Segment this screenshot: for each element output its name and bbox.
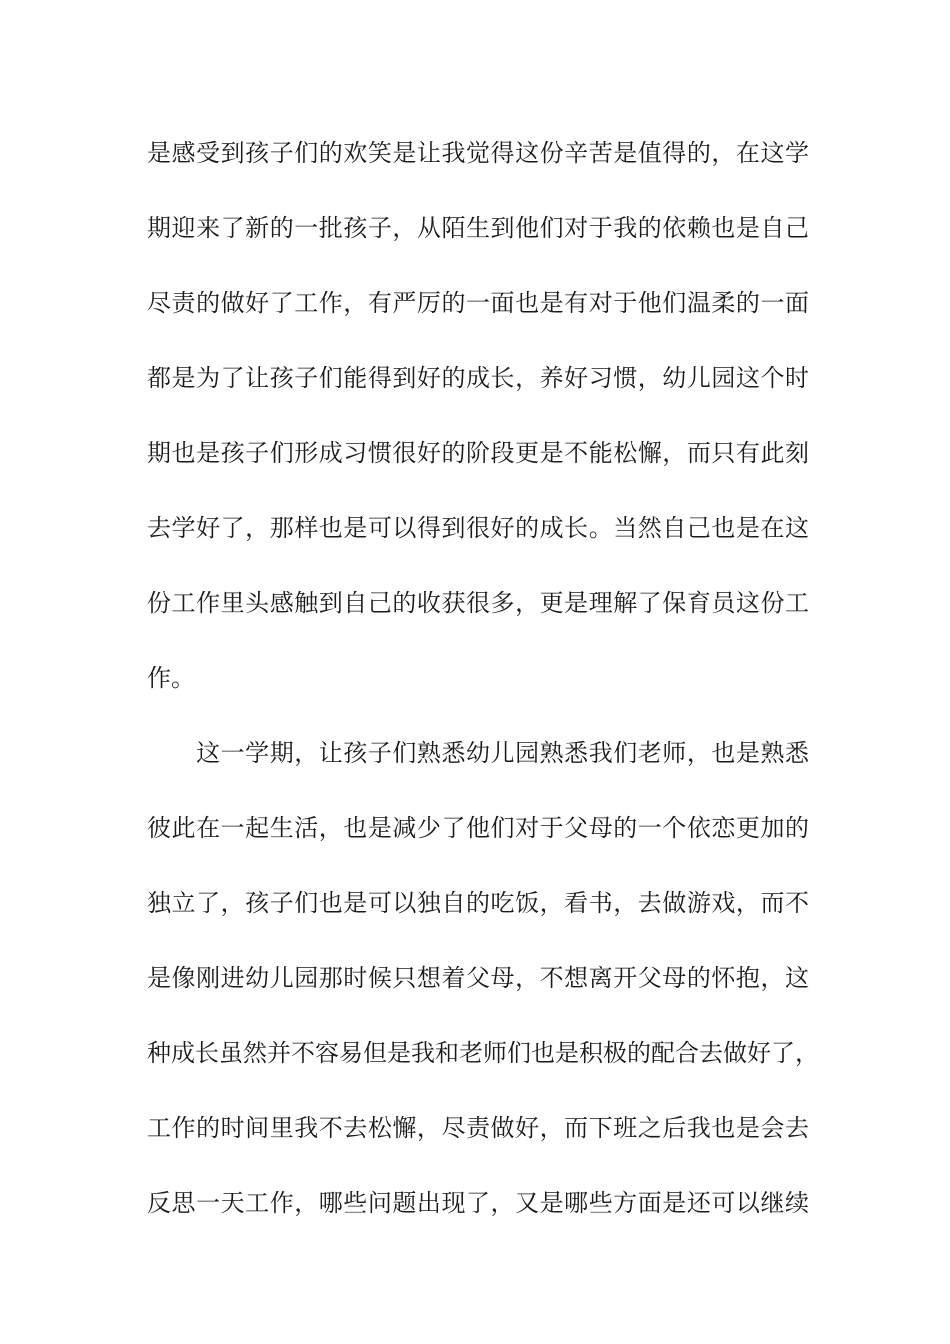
text-line: 独立了，孩子们也是可以独自的吃饭，看书，去做游戏，而不 <box>147 889 809 917</box>
text-line: 是像刚进幼儿园那时候只想着父母，不想离开父母的怀抱，这 <box>147 964 809 992</box>
text-line: 彼此在一起生活，也是减少了他们对于父母的一个依恋更加的 <box>147 814 809 842</box>
text-line: 份工作里头感触到自己的收获很多，更是理解了保育员这份工 <box>147 589 809 617</box>
text-line: 去学好了，那样也是可以得到很好的成长。当然自己也是在这 <box>147 514 809 542</box>
paragraph-2 <box>147 728 819 1253</box>
paragraph-1 <box>147 128 809 728</box>
text-line: 期迎来了新的一批孩子，从陌生到他们对于我的依赖也是自己 <box>147 214 809 242</box>
text-line: 工作的时间里我不去松懈，尽责做好，而下班之后我也是会去 <box>147 1114 809 1142</box>
text-line: 尽责的做好了工作，有严厉的一面也是有对于他们温柔的一面 <box>147 289 809 317</box>
text-line: 种成长虽然并不容易但是我和老师们也是积极的配合去做好了， <box>147 1039 819 1067</box>
text-line: 都是为了让孩子们能得到好的成长，养好习惯，幼儿园这个时 <box>147 364 809 392</box>
text-line: 这一学期，让孩子们熟悉幼儿园熟悉我们老师，也是熟悉 <box>147 739 809 767</box>
text-line: 反思一天工作，哪些问题出现了，又是哪些方面是还可以继续 <box>147 1189 809 1217</box>
text-line: 是感受到孩子们的欢笑是让我觉得这份辛苦是值得的，在这学 <box>147 139 809 167</box>
text-line: 期也是孩子们形成习惯很好的阶段更是不能松懈，而只有此刻 <box>147 439 809 467</box>
text-line: 作。 <box>147 664 195 692</box>
document-body <box>147 128 819 1253</box>
